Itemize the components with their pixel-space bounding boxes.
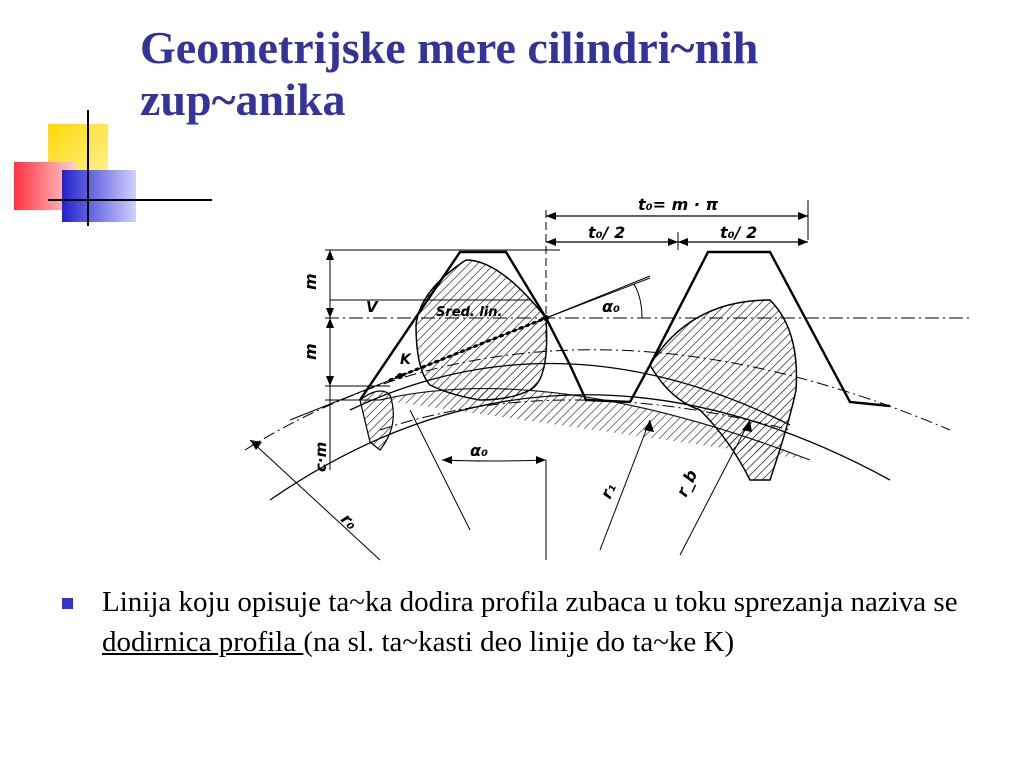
gear-geometry-diagram <box>230 180 970 570</box>
label-m-top: m <box>301 273 320 290</box>
bullet-item <box>102 582 962 662</box>
slide-title <box>140 22 1000 126</box>
label-t0-half-right: t₀/ 2 <box>720 223 758 242</box>
label-r0: r₀ <box>337 509 362 534</box>
blue-square <box>62 170 136 222</box>
label-t0-total: t₀= m · π <box>638 195 719 214</box>
label-v: V <box>366 298 378 316</box>
title-line-1: Geometrijske mere cilindri~nih <box>140 22 759 73</box>
label-k: K <box>400 352 411 368</box>
label-rb: r_b <box>672 466 702 500</box>
title-line-2: zup~anika <box>140 74 346 125</box>
label-m-mid: m <box>301 343 320 360</box>
bullet-text-end: (na sl. ta~kasti deo linije do ta~ke K) <box>303 626 735 658</box>
bullet-text-start: Linija koju opisuje ta~ka dodira profila zubaca u toku sprezanja naziva se <box>102 586 958 618</box>
bullet-underlined-term: dodirnica profila <box>102 626 304 658</box>
label-alpha-top: α₀ <box>602 297 620 316</box>
label-cm: c·m <box>312 441 330 472</box>
bullet-square-icon <box>62 598 73 609</box>
label-t0-half-left: t₀/ 2 <box>588 223 626 242</box>
label-alpha-bottom: α₀ <box>470 441 488 460</box>
label-sred-lin: Sred. lin. <box>436 305 503 320</box>
label-r1: r₁ <box>596 480 620 502</box>
